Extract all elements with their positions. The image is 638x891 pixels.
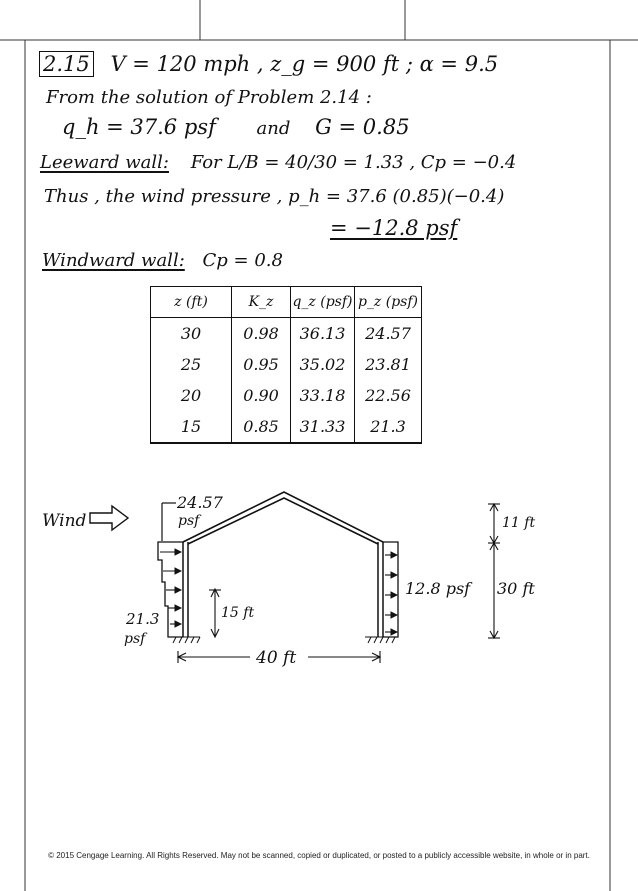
bottom-pressure-unit: psf (124, 631, 146, 647)
roof-height-label: 11 ft (502, 515, 536, 531)
col-z: z (ft) (151, 287, 232, 318)
qh-value: q_h = 37.6 psf (62, 115, 216, 139)
leeward-result: = −12.8 psf (330, 216, 458, 240)
windward-heading: Windward wall: (42, 250, 185, 271)
wind-label: Wind (42, 511, 87, 531)
leeward-heading: Leeward wall: (40, 152, 169, 173)
from-solution-text: From the solution of Problem 2.14 : (46, 87, 372, 108)
right-support (365, 637, 395, 643)
col-kz: K_z (232, 287, 291, 318)
col-qz: q_z (psf) (291, 287, 355, 318)
top-pressure-unit: psf (178, 513, 200, 529)
height-15-label: 15 ft (221, 605, 255, 621)
table-row: 15 0.85 31.33 21.3 (151, 411, 422, 443)
and-text: and (256, 118, 291, 139)
span-label: 40 ft (256, 648, 297, 668)
leeward-pressure-arrows (385, 555, 397, 632)
leeward-pressure-label: 12.8 psf (405, 579, 471, 598)
given-values: V = 120 mph , z_g = 900 ft ; α = 9.5 (110, 52, 499, 76)
leeward-pressure-profile (383, 542, 398, 637)
top-pressure-label: 24.57 (177, 493, 223, 512)
height-30-label: 30 ft (497, 579, 535, 598)
table-row: 30 0.98 36.13 24.57 (151, 318, 422, 350)
wind-direction-icon (90, 506, 128, 530)
windward-pressure-arrows (160, 552, 181, 624)
copyright-footer: © 2015 Cengage Learning. All Rights Reserved. May not be scanned, copied or duplicated, or posted to a publicly accessible website, in whole or in part. (48, 851, 590, 860)
bottom-pressure-label: 21.3 (126, 610, 160, 628)
left-support (170, 637, 200, 643)
leeward-cp: For L/B = 40/30 = 1.33 , Cp = −0.4 (190, 152, 517, 173)
table-row: 20 0.90 33.18 22.56 (151, 380, 422, 411)
col-pz: p_z (psf) (355, 287, 422, 318)
gust-factor: G = 0.85 (315, 115, 410, 139)
wind-pressure-text: Thus , the wind pressure , p_h = 37.6 (0.85)(−0.4) (44, 186, 505, 207)
table-row: 25 0.95 35.02 23.81 (151, 349, 422, 380)
windward-cp: Cp = 0.8 (202, 250, 283, 271)
problem-number: 2.15 (39, 51, 94, 77)
